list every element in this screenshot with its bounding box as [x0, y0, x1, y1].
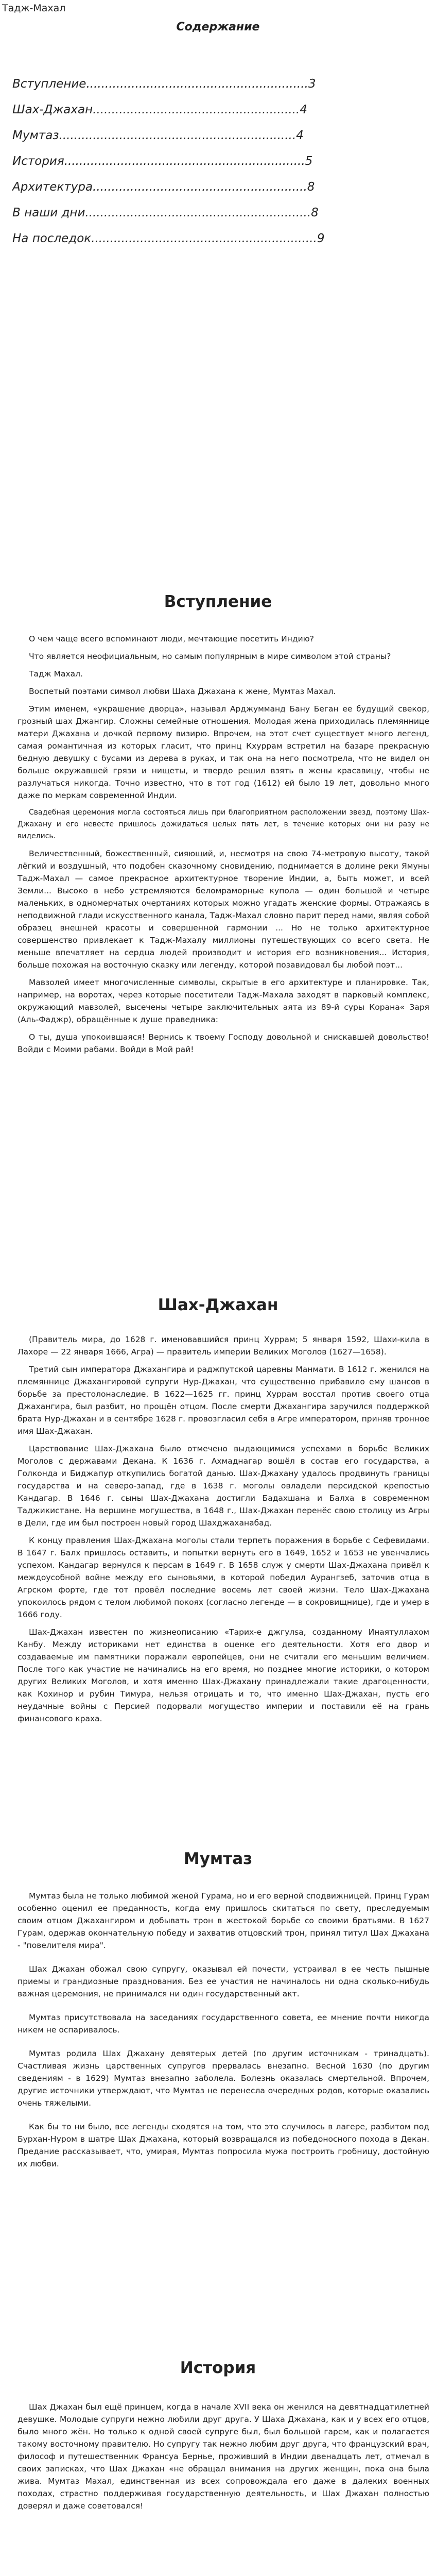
paragraph: Шах Джахан обожал свою супругу, оказывал ей почести, устраивал в ее честь пышные приемы и грандиозные празднования. Без ее участия не начиналось ни одна сколько-нибудь важная церемония, не принимался ни один государственный акт.: [18, 1964, 429, 1998]
quran-quote: О ты, душа упокоившаяся! Вернись к твоему Господу довольной и снискавшей довольство! Войди с Моими рабами. Войди в Мой рай!: [18, 1032, 429, 1054]
toc-item-shah[interactable]: Шах-Джахан ....................................................... 4: [12, 103, 307, 116]
paragraph: Свадебная церемония могла состояться лишь при благоприятном расположении звезд, поэтому Шах-Джахану и его невесте пришлось дожидаться целых пять лет, в течение которых они ни разу не виделись.: [18, 808, 429, 840]
paragraph: О чем чаще всего вспоминают люди, мечтающие посетить Индию?: [29, 634, 314, 643]
paragraph: Что является неофициальным, но самым популярным в мире символом этой страны?: [29, 652, 391, 661]
paragraph: Этим именем, «украшение дворца», называл Арджумманд Бану Беган ее будущий свекор, грозный шах Джангир. Сложны семейные отношения. Молодая жена приходилась племяннице матери Джахана и дочкой первому визирю. Впрочем, на этот счет существует много легенд, самая романтичная из которых гласит, что принц Кхуррам встретил на базаре прекрасную бедную девушку с бусами из дерева в руках, и так она на него посмотрела, что не видел он больше окружавшей грязи и нищеты, и твердо решил взять в жены красавицу, чтобы не разлучаться никогда. Точно известно, что в тот год (1612) ей было 19 лет, довольно много даже по меркам современной Индии.: [18, 704, 429, 800]
section-shah: [18, 1333, 429, 1730]
toc-item-finally[interactable]: На последок ............................................................ 9: [12, 232, 325, 245]
paragraph: Мумтаз была не только любимой женой Гурама, но и его верной сподвижницей. Принц Гурам особенно оценил ее преданность, когда ему пришлось скитаться по свету, преследуемым своим отцом Джахангиром и добывать трон в жестокой борьбе со своими братьями. В 1627 Гурам, одержав окончательную победу и захватив отцовский трон, принял титул Шах Джахана - "повелителя мира".: [18, 1891, 429, 1950]
toc-item-today[interactable]: В наши дни ............................................................ 8: [12, 206, 319, 219]
toc-title: Содержание: [176, 21, 260, 33]
section-mumtaz: [18, 1890, 429, 2181]
section-title-mumtaz: Мумтаз: [183, 1850, 253, 1868]
toc-item-mumtaz[interactable]: Мумтаз ............................................................... 4: [12, 129, 304, 142]
paragraph: Как бы то ни было, все легенды сходятся на том, что это случилось в лагере, разбитом под Бурхан-Нуром в шатре Шах Джахана, который возвращался из победоносного похода в Декан. Предание рассказывает, что, умирая, Мумтаз попросила мужа построить гробницу, достойную их любви.: [18, 2122, 429, 2168]
paragraph: Величественный, божественный, сияющий, и, несмотря на свою 74-метровую высоту, такой лёгкий и воздушный, что подобен сказочному сновидению, поднимается в долине реки Ямуны Тадж-Махал — самое прекрасное архитектурное творение Индии, а, быть может, и всей Земли... Высоко в небо устремляются беломраморные купола — один большой и четыре маленьких, в одномерчатых очертаниях которых можно угадать женские формы. Отражаясь в неподвижной глади искусственного канала, Тадж-Махал словно парит перед нами, являя собой образец внешней красоты и совершенной гармонии ... Но не только архитектурное совершенство привлекает к Тадж-Махалу миллионы путешествующих со всего света. Не меньше впечатляет на сердца людей производит и история его возникновения... История, больше похожая на восточную сказку или легенду, которой позавидовал бы любой поэт...: [18, 849, 429, 970]
section-title-shah: Шах-Джахан: [158, 1296, 278, 1314]
document-title: Тадж-Махал: [2, 3, 66, 14]
section-intro: [18, 633, 429, 1061]
toc-item-intro[interactable]: Вступление ........................................................... 3: [12, 77, 316, 91]
paragraph: Мумтаз присутствовала на заседаниях государственного совета, ее мнение почти никогда никем не оспаривалось.: [18, 2013, 429, 2035]
paragraph: Тадж Махал.: [29, 669, 83, 679]
document-header: [0, 2, 436, 16]
section-title-intro: Вступление: [164, 592, 272, 611]
toc-item-architecture[interactable]: Архитектура ......................................................... 8: [12, 180, 315, 194]
table-of-contents: [12, 77, 424, 258]
paragraph: Шах Джахан был ещё принцем, когда в начале XVII века он женился на девятнадцатилетней девушке. Молодые супруги нежно любили друг друга. У Шаха Джахана, как и у всех его отцов, было много жён. Но только к одной своей супруге был, был большой гарем, как и полагается такому восточному правителю. Но супругу так нежно любим друг друга, что французский врач, философ и путешественник Франсуа Бернье, проживший в Индии двенадцать лет, отмечал в своих записках, что Шах Джахан «не обращал внимания на других женщин, пока она была жива. Мумтаз Махал, единственная из всех сопровождала его даже в далеких военных походах, страстно поддерживая государственную деятельность, и Шах Джахан полностью доверял и даже советовался!: [18, 2402, 429, 2511]
paragraph: Мавзолей имеет многочисленные символы, скрытые в его архитектуре и планировке. Так, например, на воротах, через которые посетители Тадж-Махала заходят в парковый комплекс, окружающий мавзолей, высечены четыре заключительных аята из 89-й суры Корана« Заря (Аль-Фаджр), обращённые к душе праведника:: [18, 978, 429, 1024]
paragraph: Третий сын императора Джахангира и раджпутской царевны Манмати. В 1612 г. женился на племяннице Джахангировой супруги Нур-Джахан, что существенно прибавило ему шансов в борьбе за престолонаследие. В 1622—1625 гг. принц Хуррам восстал против своего отца Джахангира, был разбит, но прощён отцом. После смерти Джахангира заручился поддержкой брата Нур-Джахан и в сентябре 1628 г. провозгласил себя в Агре императором, приняв тронное имя Шах-Джахан.: [18, 1365, 429, 1436]
paragraph: Шах-Джахан известен по жизнеописанию «Тарих-е джгулsa, созданному Инаятуллахом Канбу. Между историками нет единства в оценке его деятельности. Хотя его двор и создаваемые им памятники поражали европейцев, они не считали его меньшим величием. После того как участие не начинались на его время, но позднее многие историки, о котором других Великих Моголов, и хотя именно Шах-Джахану принадлежали такие драгоценности, как Кохинор и рубин Тимура, нельзя отрицать и то, что именно Шах-Джахан, пусть его неудачные войны с Персией подорвали могущество империи и поставили её на грань финансового краха.: [18, 1628, 429, 1723]
paragraph: (Правитель мира, до 1628 г. именовавшийся принц Хуррам; 5 января 1592, Шахи-кила в Лахоре — 22 января 1666, Агра) — правитель империи Великих Моголов (1627—1658).: [18, 1335, 429, 1357]
paragraph: К концу правления Шах-Джахана моголы стали терпеть поражения в борьбе с Сефевидами. В 1647 г. Балх пришлось оставить, и попытки вернуть его в 1649, 1652 и 1653 не увенчались успехом. Кандагар вернулся к персам в 1649 г. В 1658 служ у смерти Шах-Джахана привёл к междоусобной войне между его сыновьями, в которой победил Аурангзеб, заточив отца в Агрском форте, где тот провёл последние восемь лет своей жизни. Тело Шах-Джахана упокоилось рядом с телом любимой покоях (согласно легенде — в сокровищнице), где и умер в 1666 году.: [18, 1536, 429, 1619]
section-title-history: История: [180, 2359, 256, 2377]
paragraph: Мумтаз родила Шах Джахану девятерых детей (по другим источникам - тринадцать). Счастливая жизнь царственных супругов прервалась внезапно. Весной 1630 (по другим сведениям - в 1629) Мумтаз внезапно заболела. Болезнь оказалась смертельной. Впрочем, другие источники утверждают, что Мумтаз не перенесла очередных родов, которые оказались очень тяжелыми.: [18, 2049, 429, 2108]
section-history: [18, 2401, 429, 2517]
paragraph: Царствование Шах-Джахана было отмечено выдающимися успехами в борьбе Великих Моголов с державами Декана. К 1636 г. Ахмаднагар вошёл в состав его государства, а Голконда и Биджапур откупились богатой данью. Шах-Джахану удалось продвинуть границы государства и на северо-запад, где в 1638 г. моголы овладели персидской крепостью Кандагар. В 1646 г. сыны Шах-Джахана достигли Бадахшана и Балха в современном Таджикистане. На вершине могущества, в 1648 г., Шах-Джахан перенёс свою столицу из Агры в Дели, где им был построен новый город Шахджаханабад.: [18, 1444, 429, 1528]
toc-item-history[interactable]: История ................................................................ 5: [12, 155, 313, 168]
paragraph: Воспетый поэтами символ любви Шаха Джахана к жене, Мумтаз Махал.: [29, 687, 336, 696]
